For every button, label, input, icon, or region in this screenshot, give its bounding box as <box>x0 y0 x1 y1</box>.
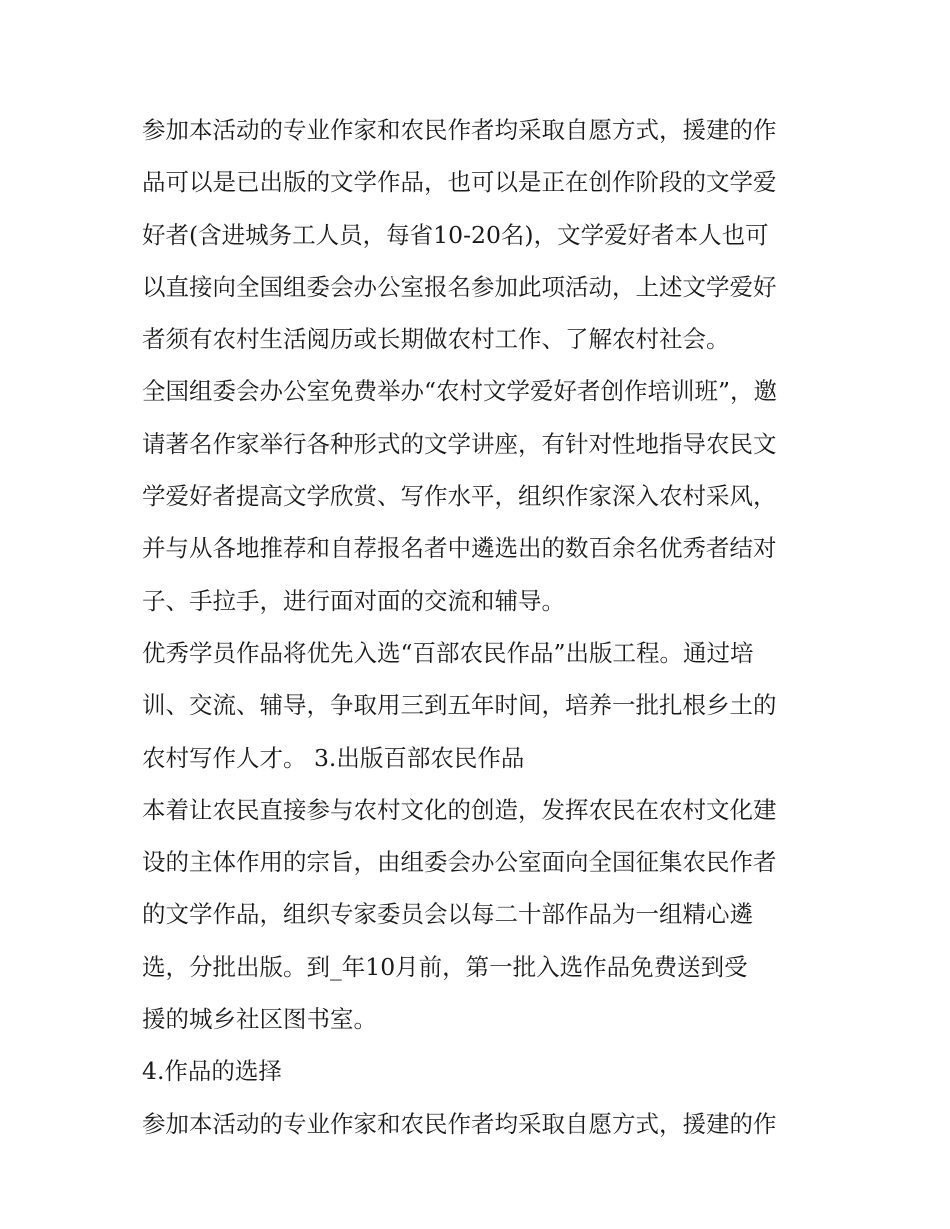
text-line: 请著名作家举行各种形式的文学讲座，有针对性地指导农民文 <box>142 429 777 458</box>
section-heading: 4.作品的选择 <box>142 1057 282 1086</box>
text-line: 农村写作人才。 3.出版百部农民作品 <box>142 743 525 772</box>
text-line: 训、交流、辅导，争取用三到五年时间，培养一批扎根乡土的 <box>142 691 777 720</box>
text-line: 本着让农民直接参与农村文化的创造，发挥农民在农村文化建 <box>142 795 777 824</box>
text-line: 者须有农村生活阅历或长期做农村工作、了解农村社会。 <box>142 325 730 354</box>
text-line: 设的主体作用的宗旨，由组委会办公室面向全国征集农民作者 <box>142 848 777 877</box>
text-line: 选，分批出版。到_年10月前，第一批入选作品免费送到受 <box>142 952 748 981</box>
text-line: 援的城乡社区图书室。 <box>142 1005 377 1034</box>
text-line: 好者(含进城务工人员，每省10-20名)，文学爱好者本人也可 <box>142 220 769 249</box>
text-line: 的文学作品，组织专家委员会以每二十部作品为一组精心遴 <box>142 900 753 929</box>
text-line: 学爱好者提高文学欣赏、写作水平，组织作家深入农村采风， <box>142 482 777 511</box>
text-line: 以直接向全国组委会办公室报名参加此项活动，上述文学爱好 <box>142 272 777 301</box>
text-line: 子、手拉手，进行面对面的交流和辅导。 <box>142 586 565 615</box>
text-line: 并与从各地推荐和自荐报名者中遴选出的数百余名优秀者结对 <box>142 534 777 563</box>
document-body <box>142 104 822 1150</box>
text-line: 参加本活动的专业作家和农民作者均采取自愿方式，援建的作 <box>142 1109 777 1138</box>
text-line: 全国组委会办公室免费举办“农村文学爱好者创作培训班”，邀 <box>142 377 778 406</box>
text-line: 优秀学员作品将优先入选“百部农民作品”出版工程。通过培 <box>142 638 754 667</box>
text-line: 品可以是已出版的文学作品，也可以是正在创作阶段的文学爱 <box>142 168 777 197</box>
text-line: 参加本活动的专业作家和农民作者均采取自愿方式，援建的作 <box>142 116 777 144</box>
